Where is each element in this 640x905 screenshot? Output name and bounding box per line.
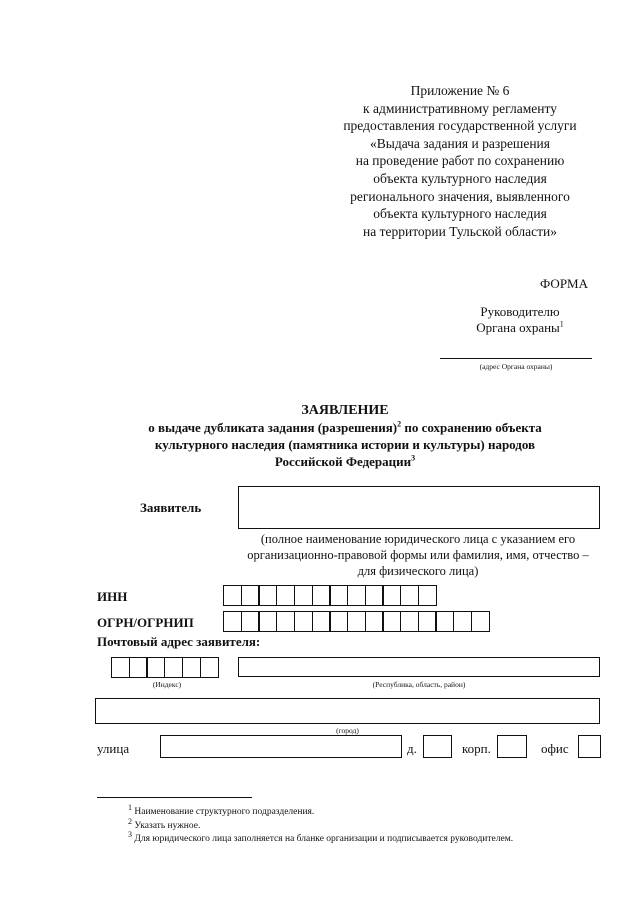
recipient-block bbox=[430, 304, 610, 336]
ogrn-digit-cell[interactable] bbox=[329, 611, 348, 632]
footnote-3: $^3$ Для юридического лица заполняется на бланке организации и подписывается руководителем. bbox=[128, 829, 514, 844]
statement-heading bbox=[95, 402, 595, 470]
inn-digit-cell[interactable] bbox=[347, 585, 366, 606]
appendix-line: «Выдача задания и разрешения bbox=[370, 135, 550, 151]
postal-label: Почтовый адрес заявителя: bbox=[97, 634, 261, 649]
inn-digit-cell[interactable] bbox=[276, 585, 295, 606]
applicant-name-field[interactable] bbox=[238, 486, 600, 529]
ogrn-digit-cell[interactable] bbox=[435, 611, 454, 632]
ogrn-digit-cell[interactable] bbox=[453, 611, 472, 632]
building-label: корп. bbox=[462, 741, 491, 756]
inn-digit-cell[interactable] bbox=[400, 585, 419, 606]
statement-line3: Российской Федерации$^3$ bbox=[274, 453, 416, 469]
ogrn-digit-cell[interactable] bbox=[223, 611, 242, 632]
ogrn-label: ОГРН/ОГРНИП bbox=[97, 615, 194, 630]
index-digit-cell[interactable] bbox=[164, 657, 183, 678]
inn-label: ИНН bbox=[97, 589, 128, 604]
form-label: ФОРМА bbox=[540, 276, 588, 291]
ogrn-digit-cell[interactable] bbox=[258, 611, 277, 632]
index-digit-cell[interactable] bbox=[129, 657, 148, 678]
house-field[interactable] bbox=[423, 735, 452, 758]
footnote-2: $^2$ Указать нужное. bbox=[128, 816, 201, 831]
footnote-1: $^1$ Наименование структурного подразделения. bbox=[128, 802, 315, 817]
appendix-line: регионального значения, выявленного bbox=[350, 188, 570, 204]
recipient-address-caption: (адрес Органа охраны) bbox=[479, 362, 553, 371]
house-label: д. bbox=[407, 741, 417, 756]
office-label: офис bbox=[541, 741, 569, 756]
inn-digit-cell[interactable] bbox=[418, 585, 437, 606]
city-caption: (город) bbox=[336, 726, 359, 735]
inn-digit-cell[interactable] bbox=[312, 585, 331, 606]
index-digit-cell[interactable] bbox=[111, 657, 130, 678]
recipient-line1: Руководителю bbox=[480, 304, 560, 319]
appendix-line: на проведение работ по сохранению bbox=[355, 153, 565, 169]
inn-digit-cell[interactable] bbox=[365, 585, 384, 606]
inn-digit-cell[interactable] bbox=[294, 585, 313, 606]
appendix-line: на территории Тульской области» bbox=[363, 223, 557, 239]
ogrn-cells bbox=[223, 611, 489, 632]
index-cells bbox=[111, 657, 217, 678]
recipient-line2: Органа охраны$^1$ bbox=[476, 319, 564, 335]
street-label: улица bbox=[97, 741, 130, 756]
inn-cells bbox=[223, 585, 435, 606]
statement-line2: культурного наследия (памятника истории и культуры) народов bbox=[154, 437, 536, 452]
building-field[interactable] bbox=[497, 735, 527, 758]
appendix-line: объекта культурного наследия bbox=[373, 170, 547, 186]
appendix-line: к административному регламенту bbox=[363, 100, 557, 116]
applicant-caption: (полное наименование юридического лица с указанием его организационно-правовой формы или фамилия, имя, отчество – для физического лица) bbox=[247, 532, 589, 578]
inn-digit-cell[interactable] bbox=[382, 585, 401, 606]
ogrn-digit-cell[interactable] bbox=[382, 611, 401, 632]
index-digit-cell[interactable] bbox=[182, 657, 201, 678]
index-digit-cell[interactable] bbox=[146, 657, 165, 678]
statement-line1: о выдаче дубликата задания (разрешения)$^2$ по сохранению объекта bbox=[148, 419, 542, 435]
statement-title: ЗАЯВЛЕНИЕ bbox=[301, 403, 389, 418]
inn-digit-cell[interactable] bbox=[223, 585, 242, 606]
city-field[interactable] bbox=[95, 698, 600, 724]
appendix-line: Приложение № 6 bbox=[410, 83, 510, 98]
ogrn-digit-cell[interactable] bbox=[276, 611, 295, 632]
street-field[interactable] bbox=[160, 735, 402, 758]
inn-digit-cell[interactable] bbox=[258, 585, 277, 606]
ogrn-digit-cell[interactable] bbox=[471, 611, 490, 632]
ogrn-digit-cell[interactable] bbox=[400, 611, 419, 632]
appendix-line: объекта культурного наследия bbox=[373, 206, 547, 222]
inn-digit-cell[interactable] bbox=[241, 585, 260, 606]
ogrn-digit-cell[interactable] bbox=[241, 611, 260, 632]
recipient-address-line[interactable] bbox=[440, 358, 592, 359]
ogrn-digit-cell[interactable] bbox=[347, 611, 366, 632]
index-digit-cell[interactable] bbox=[200, 657, 219, 678]
applicant-label: Заявитель bbox=[140, 500, 202, 515]
ogrn-digit-cell[interactable] bbox=[294, 611, 313, 632]
index-caption: (Индекс) bbox=[152, 680, 182, 689]
region-field[interactable] bbox=[238, 657, 600, 677]
office-field[interactable] bbox=[578, 735, 601, 758]
footnote-separator bbox=[97, 797, 252, 798]
inn-digit-cell[interactable] bbox=[329, 585, 348, 606]
footnotes bbox=[128, 802, 628, 847]
ogrn-digit-cell[interactable] bbox=[418, 611, 437, 632]
region-caption: (Республика, область, район) bbox=[372, 680, 466, 689]
ogrn-digit-cell[interactable] bbox=[365, 611, 384, 632]
appendix-line: предоставления государственной услуги bbox=[343, 118, 577, 134]
appendix-header bbox=[300, 82, 620, 240]
ogrn-digit-cell[interactable] bbox=[312, 611, 331, 632]
